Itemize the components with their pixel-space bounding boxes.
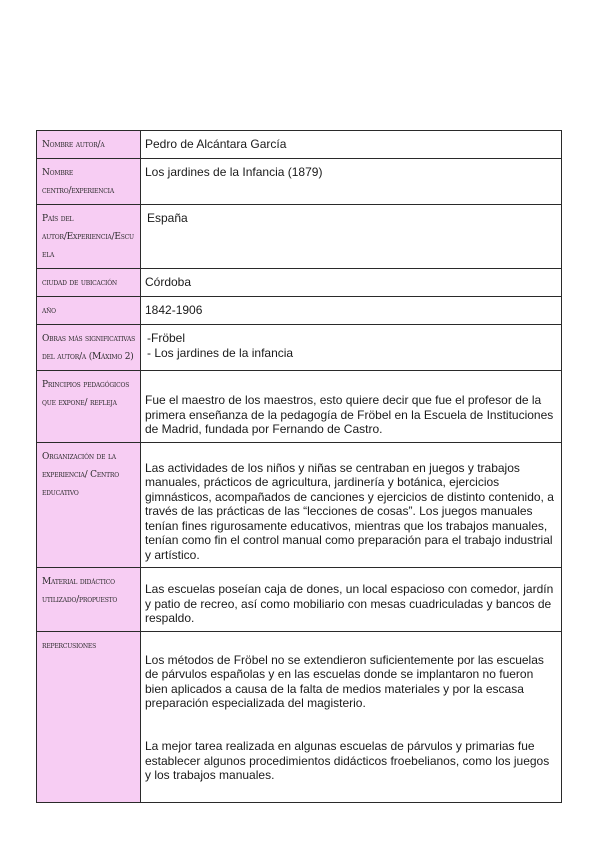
value-cell bbox=[141, 632, 562, 803]
row-value: 1842-1906 bbox=[145, 303, 203, 317]
row-value: España bbox=[147, 211, 188, 225]
author-info-table bbox=[36, 130, 562, 803]
table-row-center-name bbox=[37, 159, 562, 205]
row-value: Las actividades de los niños y niñas se centraban en juegos y trabajos manuales, prácticos de agricultura, jardinería y botánica, ejercicios gimnásticos, acompañados de canciones y ejercicios de distinto contenido, a través de las prácticas de las “lecciones de cosas”. Los juegos manuales tenían fines rigurosamente educativos, mientras que los trabajos manuales, tenían como fin el control manual como preparación para el trabajo industrial y artístico. bbox=[145, 460, 554, 562]
label-cell bbox=[37, 131, 141, 159]
table-row-author-name bbox=[37, 131, 562, 159]
row-label: Obras más significativas del autor/a (Máximo 2) bbox=[42, 334, 136, 362]
row-label: año bbox=[42, 306, 56, 316]
table-row-year bbox=[37, 297, 562, 325]
row-value: Las escuelas poseían caja de dones, un local espacioso con comedor, jardín y patio de recreo, así como mobiliario con mesas cuadriculadas y bancos de respaldo. bbox=[145, 582, 554, 625]
table-row-repercussions bbox=[37, 632, 562, 803]
row-value: Los jardines de la Infancia (1879) bbox=[145, 165, 323, 179]
row-value: Pedro de Alcántara García bbox=[145, 137, 287, 151]
value-cell bbox=[141, 325, 562, 371]
table-row-organization bbox=[37, 442, 562, 568]
label-cell bbox=[37, 632, 141, 803]
row-value: -Fröbel - Los jardines de la infancia bbox=[147, 331, 294, 360]
row-label: repercusiones bbox=[42, 641, 97, 651]
value-cell bbox=[141, 297, 562, 325]
row-label: Principios pedagógicos que expone/ refleja bbox=[42, 380, 130, 408]
value-cell bbox=[141, 159, 562, 205]
row-label: ciudad de ubicación bbox=[42, 278, 117, 288]
paragraph: La mejor tarea realizada en algunas escuelas de párvulos y primarias fue establecer algunos procedimientos didácticos froebelianos, como los juegos y los trabajos manuales. bbox=[145, 739, 550, 782]
value-cell bbox=[141, 269, 562, 297]
table-row-city bbox=[37, 269, 562, 297]
value-cell bbox=[141, 442, 562, 568]
row-value bbox=[141, 632, 561, 802]
label-cell bbox=[37, 442, 141, 568]
row-label: País del autor/Experiencia/Escuela bbox=[42, 214, 134, 260]
row-label: Nombre autor/a bbox=[42, 140, 105, 150]
label-cell bbox=[37, 205, 141, 269]
table-row-country bbox=[37, 205, 562, 269]
row-label: Organización de la experiencia/ Centro educativo bbox=[42, 451, 119, 498]
table-row-material bbox=[37, 568, 562, 632]
label-cell bbox=[37, 371, 141, 443]
table-row-works bbox=[37, 325, 562, 371]
row-label: Nombre centro/experiencia bbox=[42, 168, 114, 196]
value-cell bbox=[141, 205, 562, 269]
table-row-principles bbox=[37, 371, 562, 443]
value-cell bbox=[141, 371, 562, 443]
label-cell bbox=[37, 568, 141, 632]
paragraph: Los métodos de Fröbel no se extendieron suficientemente por las escuelas de párvulos españolas y en las escuelas donde se implantaron no fueron bien aplicados a causa de la falta de medios materiales y por la escasa preparación especializada del magisterio. bbox=[145, 652, 544, 710]
label-cell bbox=[37, 325, 141, 371]
value-cell bbox=[141, 568, 562, 632]
row-label: Material didáctico utilizado/propuesto bbox=[42, 577, 118, 605]
value-cell bbox=[141, 131, 562, 159]
label-cell bbox=[37, 297, 141, 325]
row-value: Córdoba bbox=[145, 275, 192, 289]
row-value: Fue el maestro de los maestros, esto quiere decir que fue el profesor de la primera enseñanza de la pedagogía de Fröbel en la Escuela de Instituciones de Madrid, fundada por Fernando de Castro. bbox=[145, 393, 554, 436]
document-page bbox=[36, 130, 562, 803]
label-cell bbox=[37, 159, 141, 205]
label-cell bbox=[37, 269, 141, 297]
